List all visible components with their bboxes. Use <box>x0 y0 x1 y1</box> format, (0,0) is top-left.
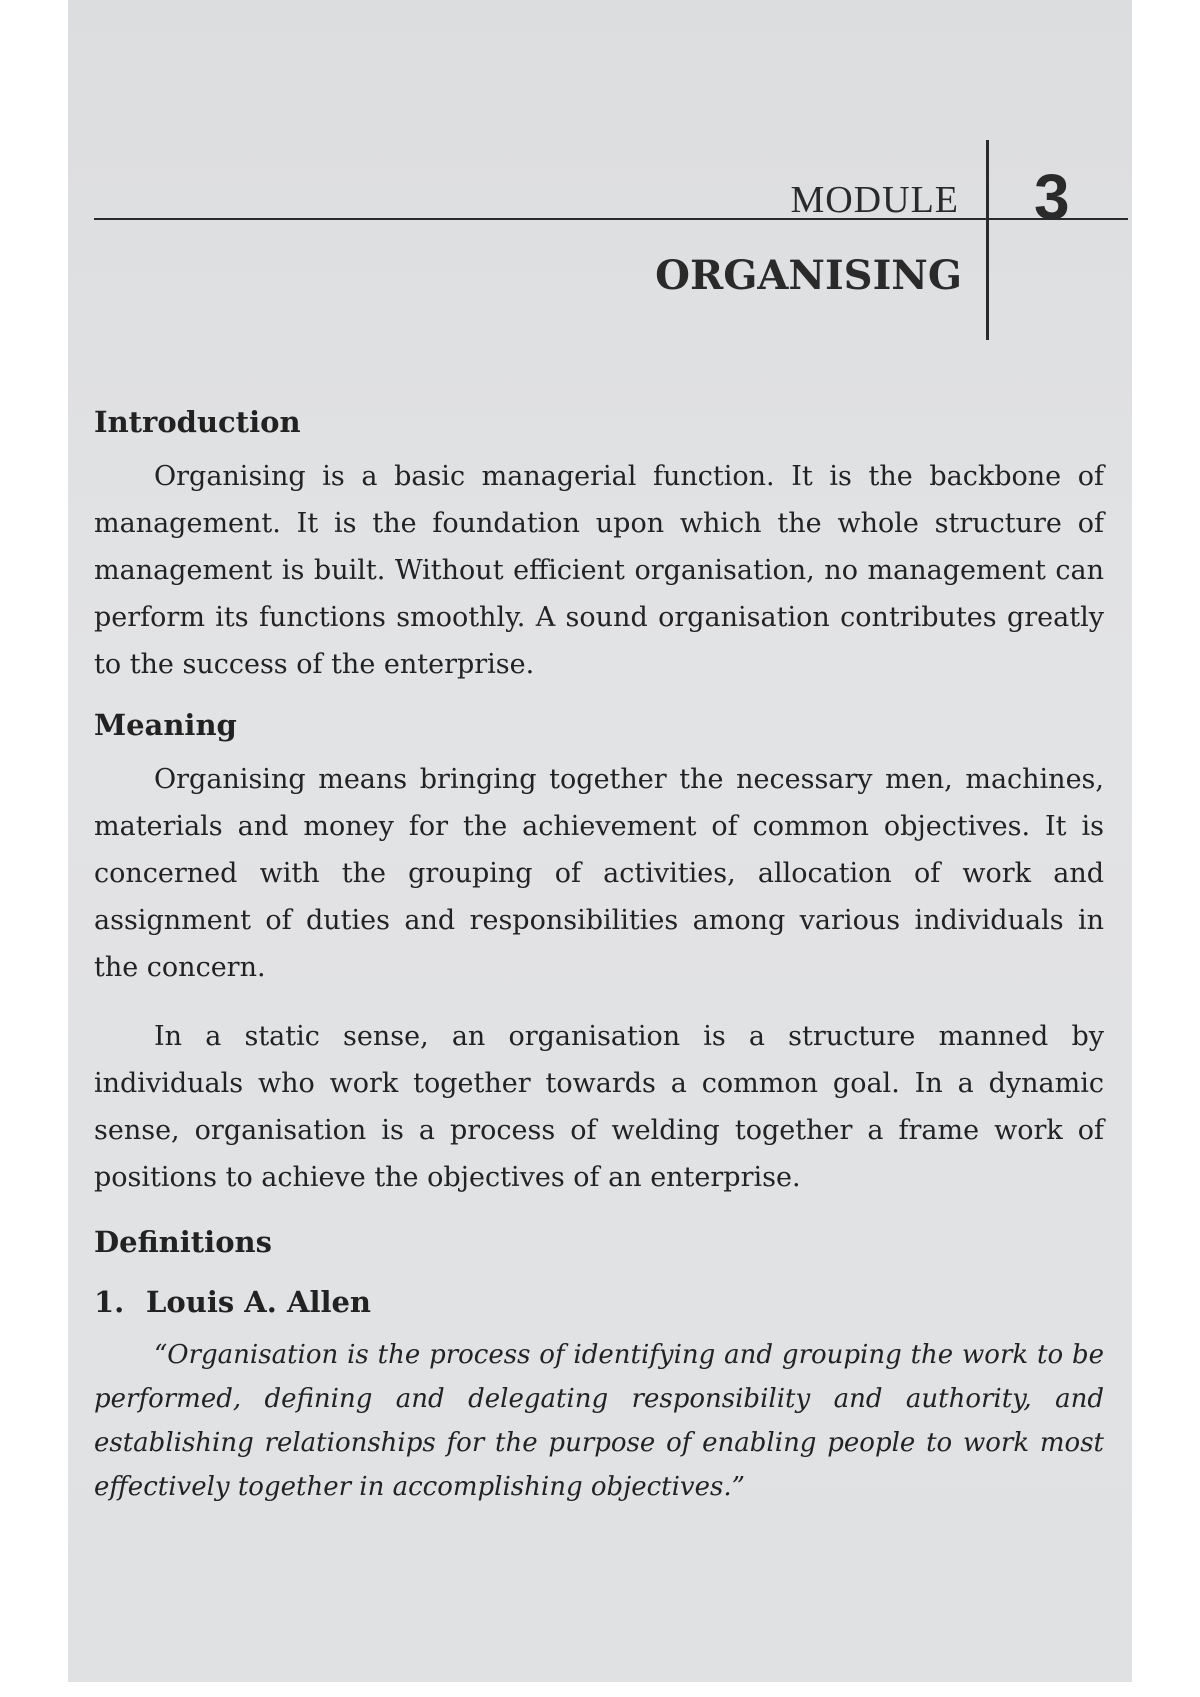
header-horizontal-rule <box>94 218 1128 220</box>
introduction-paragraph: Organising is a basic managerial function. It is the backbone of management. It is the foundation upon which the whole structure of management is built. Without efficient organisation, no management can perform its functions smoothly. A sound organisation contributes greatly to the success of the enterprise. <box>94 461 1104 680</box>
module-number: 3 <box>1034 161 1070 233</box>
header-vertical-rule <box>986 140 989 340</box>
book-page <box>68 0 1132 1682</box>
meaning-paragraph-1: Organising means bringing together the necessary men, machines, materials and money for the achievement of common objectives. It is concerned with the grouping of activities, allocation of work and assignment of duties and responsibilities among various individuals in the concern. <box>94 764 1104 983</box>
definition-number: 1. <box>94 1285 125 1319</box>
meaning-heading: Meaning <box>94 708 237 742</box>
definition-quote: “Organisation is the process of identifying and grouping the work to be performed, defining and delegating responsibility and authority, and establishing relationships for the purpose of enabling people to work most effectively together in accomplishing objectives.” <box>94 1340 1104 1502</box>
module-label: MODULE <box>790 179 959 221</box>
meaning-paragraph-2: In a static sense, an organisation is a structure manned by individuals who work together towards a common goal. In a dynamic sense, organisation is a process of welding together a frame work of positions to achieve the objectives of an enterprise. <box>94 1021 1104 1193</box>
definition-item <box>94 1285 1104 1319</box>
chapter-title: ORGANISING <box>655 252 962 299</box>
page-body <box>94 405 1104 1509</box>
introduction-heading: Introduction <box>94 405 301 439</box>
definitions-heading: Definitions <box>94 1225 272 1259</box>
definition-author: Louis A. Allen <box>146 1285 372 1319</box>
